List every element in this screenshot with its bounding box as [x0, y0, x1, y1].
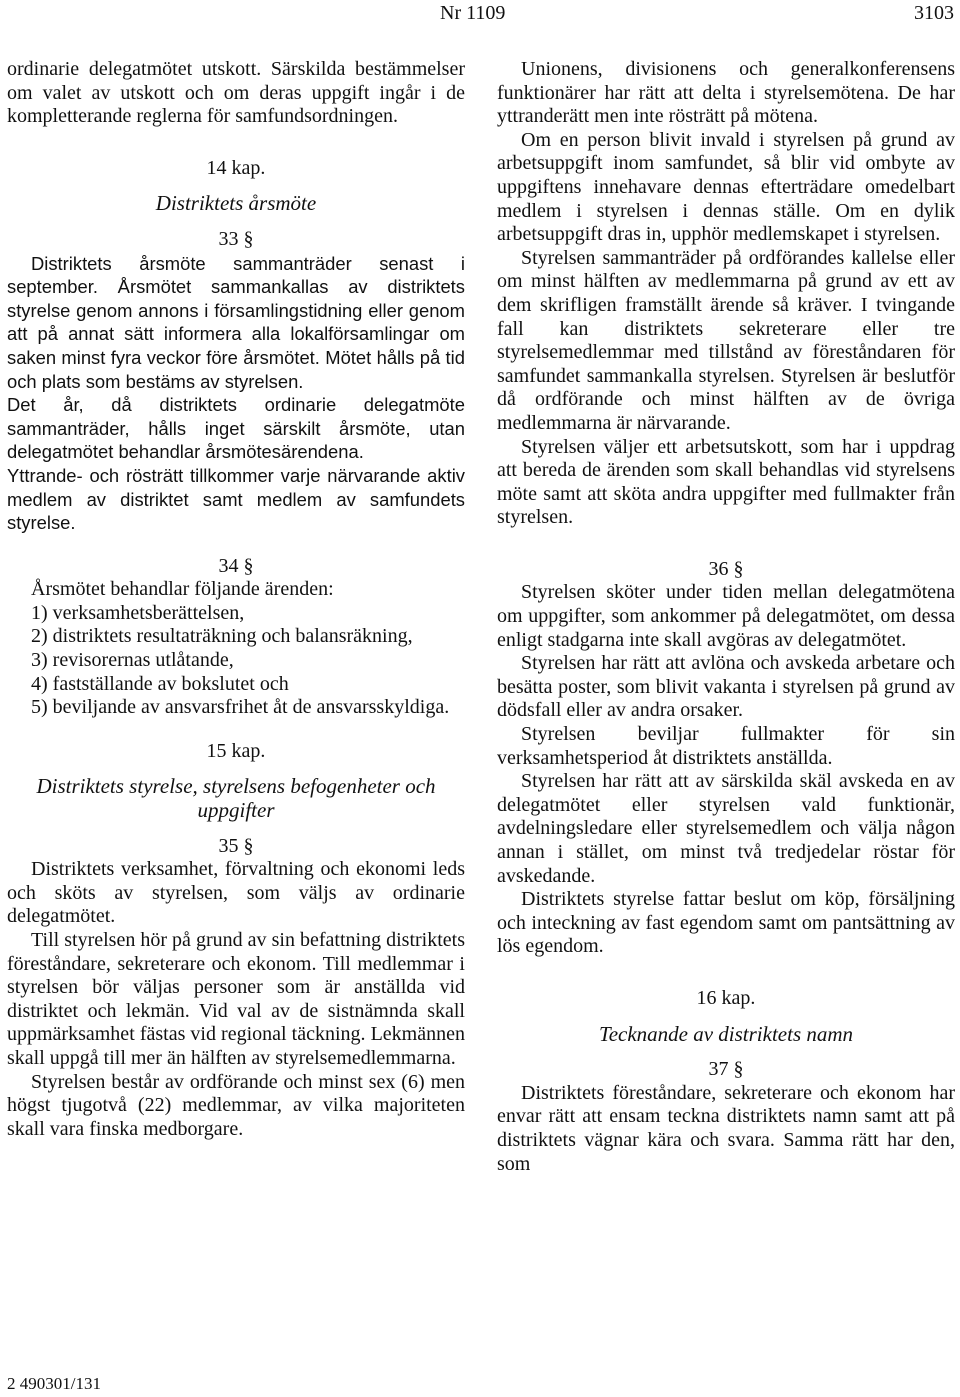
section-heading: 37 § — [708, 1058, 744, 1081]
issue-number: Nr 1109 — [440, 2, 506, 24]
paragraph: Styrelsen sammanträder på ordförandes kallelse eller om minst hälften av medlemmarna på grund av ett av dem skrifligen framställt ärende så kräver. I tvingande fall kan distriktets sekreterare eller tre styrelsemedlemmar med tillstånd av föreståndaren för samfundet sammankalla styrelsen. Styrelsen är beslutför då ordförande och minst hälften av de övriga medlemmarna är närvarande. — [497, 246, 955, 434]
section-heading: 36 § — [708, 557, 744, 580]
paragraph: ordinarie delegatmötet utskott. Särskilda bestämmelser om valet av utskott och om deras uppgift ingår i de kompletterande reglerna för samfundsordningen. — [7, 58, 465, 128]
paragraph: Distriktets styrelse fattar beslut om köp, försäljning och inteckning av fast egendom samt om pantsättning av lös egendom. — [497, 888, 955, 958]
paragraph: Styrelsen har rätt att avlöna och avskeda arbetare och besätta poster, som blivit vakanta i styrelsen på grund av dödsfall eller av andra orsaker. — [497, 652, 955, 722]
chapter-title: Distriktets årsmöte — [155, 191, 317, 216]
print-code: 2 490301/131 — [7, 1374, 101, 1393]
paragraph: Distriktets föreståndare, sekreterare och ekonom har envar rätt att ensam teckna distriktets namn samt att på distriktets vägnar kära och svara. Samma rätt har den, som — [497, 1081, 955, 1175]
section-heading: 34 § — [218, 554, 254, 577]
chapter-heading: 15 kap. — [206, 739, 266, 762]
section-heading: 33 § — [218, 227, 254, 250]
paragraph: Styrelsen består av ordförande och minst sex (6) men högst tjugotvå (22) medlemmar, av vilka majoriteten skall vara finska medborgare. — [7, 1070, 465, 1140]
section-heading: 35 § — [218, 834, 254, 857]
paragraph: Styrelsen väljer ett arbetsutskott, som har i uppdrag att bereda de ärenden som skall behandlas vid styrelsens möte samt att sköta andra uppgifter med fullmakter från styrelsen. — [497, 435, 955, 529]
list-item: 3) revisorernas utlåtande, — [31, 649, 234, 672]
list-item: 1) verksamhetsberättelsen, — [31, 601, 245, 624]
paragraph: Årsmötet behandlar följande ärenden: — [31, 578, 334, 601]
paragraph: Det år, då distriktets ordinarie delegatmöte sammanträder, hålls inget särskilt årsmöte, utan delegatmötet behandlar årsmötesärendena. — [7, 394, 465, 463]
paragraph: Distriktets verksamhet, förvaltning och ekonomi leds och sköts av styrelsen, som väljs av ordinarie delegatmötet. — [7, 858, 465, 928]
list-item: 4) fastställande av bokslutet och — [31, 672, 289, 695]
paragraph: Styrelsen beviljar fullmakter för sin verksamhetsperiod åt distriktets anställda. — [497, 723, 955, 769]
chapter-heading: 16 kap. — [696, 986, 756, 1009]
paragraph: Distriktets årsmöte sammanträder senast i september. Årsmötet sammankallas av distriktets styrelse genom annons i församlingstidning eller genom att på annat sätt informera alla lokalförsamlingar om saken minst fyra veckor före årsmötet. Mötet hålls på tid och plats som bestäms av styrelsen. — [7, 252, 465, 392]
list-item: 2) distriktets resultaträkning och balansräkning, — [31, 625, 413, 648]
chapter-title: Tecknande av distriktets namn — [598, 1021, 854, 1046]
paragraph: Unionens, divisionens och generalkonferensens funktionärer har rätt att delta i styrelsemötena. De har yttranderätt men inte rösträtt på mötena. — [497, 58, 955, 128]
chapter-title: Distriktets styrelse, styrelsens befogenheter och uppgifter — [36, 774, 436, 823]
chapter-heading: 14 kap. — [206, 156, 266, 179]
paragraph: Styrelsen sköter under tiden mellan delegatmötena om uppgifter, som ankommer på delegatmötet, om dessa enligt stadgarna inte skall avgöras av delegatmötet. — [497, 581, 955, 651]
left-column — [7, 58, 465, 1141]
paragraph: Om en person blivit invald i styrelsen på grund av arbetsuppgift inom samfundet, så blir vid ombyte av uppgiftens innehavare dennas efterträdare omedelbart medlem i styrelsen i dennas ställe. Om en dylik arbetsuppgift dras in, upphör medlemskapet i styrelsen. — [497, 128, 955, 246]
page-number: 3103 — [914, 2, 954, 24]
right-column — [497, 58, 955, 1176]
list-item: 5) beviljande av ansvarsfrihet åt de ansvarsskyldiga. — [31, 696, 450, 719]
paragraph: Till styrelsen hör på grund av sin befattning distriktets föreståndare, sekreterare och ekonom. Till medlemmar i styrelsen bör väljas personer som är anställda vid distriktet och lekmän. Vid val av de sistnämnda skall uppmärksamhet fästas vid regional täckning. Lekmännen skall uppgå till mer än hälften av styrelsemedlemmarna. — [7, 929, 465, 1069]
paragraph: Styrelsen har rätt att av särskilda skäl avskeda en av delegatmötet eller styrelsen vald funktionär, avdelningsledare eller styrelsemedlem och välja någon annan i stället, om minst två tredjedelar röstar för avskedande. — [497, 770, 955, 887]
paragraph: Yttrande- och rösträtt tillkommer varje närvarande aktiv medlem av distriktet samt medlem av samfundets styrelse. — [7, 464, 465, 534]
